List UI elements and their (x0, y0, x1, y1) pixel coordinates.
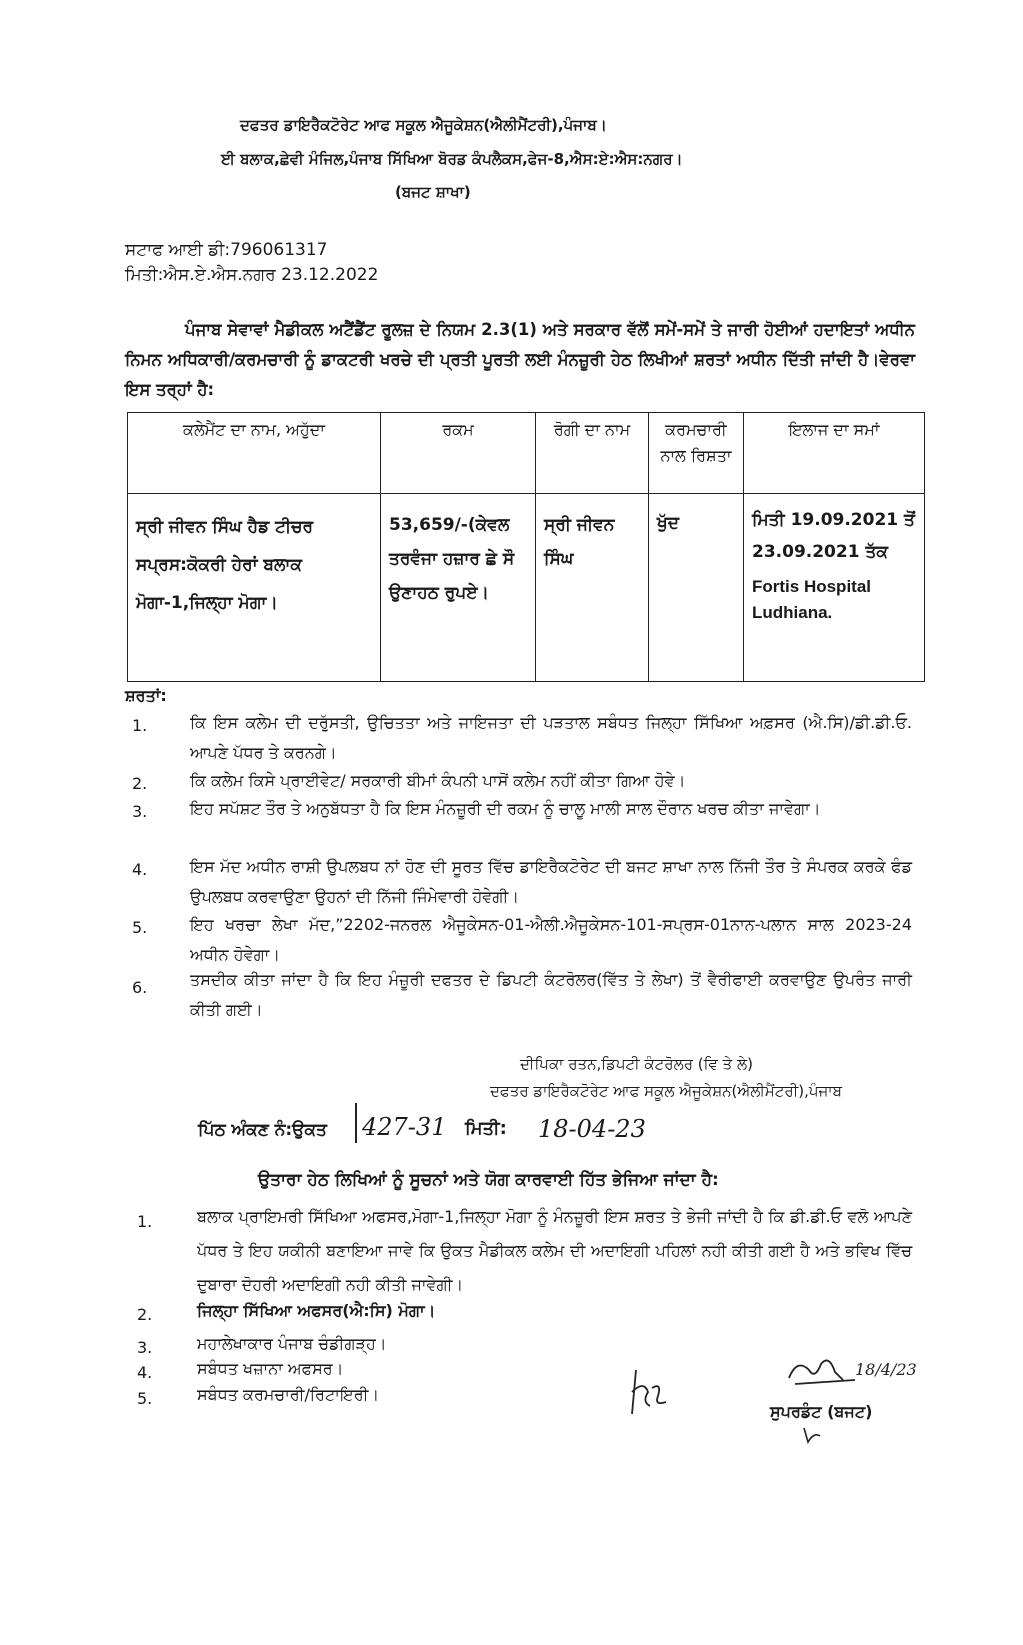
endorsement-date-label: ਮਿਤੀ: (465, 1118, 507, 1139)
cell-claimant: ਸ੍ਰੀ ਜੀਵਨ ਸਿੰਘ ਹੈਡ ਟੀਚਰ ਸਪ੍ਰਸ:ਕੋਕਰੀ ਹੇਰਾਂ ਬਲਾਕ ਮੋਗਾ-1,ਜਿਲ੍ਹਾ ਮੋਗਾ। (128, 494, 381, 682)
header-claimant: ਕਲੇਮੈਂਟ ਦਾ ਨਾਮ, ਅਹੁੱਦਾ (128, 413, 381, 494)
hospital-name: Fortis Hospital Ludhiana. (752, 577, 872, 622)
conditions-title: ਸ਼ਰਤਾਂ: (125, 686, 167, 705)
cell-amount: 53,659/-(ਕੇਵਲ ਤਰਵੰਜਾ ਹਜ਼ਾਰ ਛੇ ਸੌ ਉਣਾਹਠ ਰੁਪਏ। (381, 494, 536, 682)
intro-paragraph: ਪੰਜਾਬ ਸੇਵਾਵਾਂ ਮੈਡੀਕਲ ਅਟੈਂਡੈਂਟ ਰੂਲਜ਼ ਦੇ ਨਿਯਮ 2.3(1) ਅਤੇ ਸਰਕਾਰ ਵੱਲੋਂ ਸਮੇਂ-ਸਮੇਂ ਤੇ ਜਾਰੀ ਹੋਈਆਂ ਹਦਾਇਤਾਂ ਅਧੀਨ ਨਿਮਨ ਅਧਿਕਾਰੀ/ਕਰਮਚਾਰੀ ਨੂੰ ਡਾਕਟਰੀ ਖਰਚੇ ਦੀ ਪ੍ਰਤੀ ਪੂਰਤੀ ਲਈ ਮੰਨਜ਼ੂਰੀ ਹੇਠ ਲਿਖੀਆਂ ਸ਼ਰਤਾਂ ਅਧੀਨ ਦਿੱਤੀ ਜਾਂਦੀ ਹੈ।ਵੇਰਵਾ ਇਸ ਤਰ੍ਹਾਂ ਹੈ: (125, 320, 915, 399)
endorsement-number: 427-31 (362, 1113, 447, 1141)
small-initial-mark (800, 1424, 824, 1446)
table-header-row (128, 413, 925, 494)
header-patient: ਰੋਗੀ ਦਾ ਨਾਮ (536, 413, 649, 494)
header-relation: ਕਰਮਚਾਰੀ ਨਾਲ ਰਿਸ਼ਤਾ (649, 413, 744, 494)
signature-date: 18/4/23 (855, 1360, 917, 1379)
condition-number: 3. (132, 802, 148, 821)
endorsement-intro: ਉਤਾਰਾ ਹੇਠ ਲਿਖਿਆਂ ਨੂੰ ਸੂਚਨਾਂ ਅਤੇ ਯੋਗ ਕਾਰਵਾਈ ਹਿੱਤ ਭੇਜਿਆ ਜਾਂਦਾ ਹੈ: (258, 1170, 719, 1190)
header-period: ਇਲਾਜ ਦਾ ਸਮਾਂ (744, 413, 925, 494)
condition-number: 2. (132, 774, 148, 793)
condition-number: 1. (132, 716, 148, 735)
handwritten-initials (628, 1362, 672, 1422)
recipient-text: ਬਲਾਕ ਪ੍ਰਾਇਮਰੀ ਸਿੱਖਿਆ ਅਫਸਰ,ਮੋਗਾ-1,ਜਿਲ੍ਹਾ ਮੋਗਾ ਨੂੰ ਮੰਨਜ਼ੂਰੀ ਇਸ ਸ਼ਰਤ ਤੇ ਭੇਜੀ ਜਾਂਦੀ ਹੈ ਕਿ ਡੀ.ਡੀ.ਓ ਵਲੋ ਆਪਣੇ ਪੱਧਰ ਤੇ ਇਹ ਯਕੀਨੀ ਬਣਾਇਆ ਜਾਵੇ ਕਿ ਉਕਤ ਮੈਡੀਕਲ ਕਲੇਮ ਦੀ ਅਦਾਇਗੀ ਪਹਿਲਾਂ ਨਹੀ ਕੀਤੀ ਗਈ ਹੈ ਅਤੇ ਭਵਿਖ ਵਿੱਚ ਦੁਬਾਰਾ ਦੋਹਰੀ ਅਦਾਇਗੀ ਨਹੀ ਕੀਤੀ ਜਾਵੇਗੀ। (197, 1207, 912, 1294)
recipient-number: 2. (137, 1305, 153, 1324)
condition-number: 4. (132, 860, 148, 879)
endorsement-bracket (355, 1103, 360, 1143)
claim-table (127, 412, 925, 682)
header-amount: ਰਕਮ (381, 413, 536, 494)
superintendent-signature (785, 1350, 865, 1390)
condition-number: 5. (132, 918, 148, 937)
condition-text: ਤਸਦੀਕ ਕੀਤਾ ਜਾਂਦਾ ਹੈ ਕਿ ਇਹ ਮੰਜ਼ੂਰੀ ਦਫਤਰ ਦੇ ਡਿਪਟੀ ਕੰਟਰੋਲਰ(ਵਿੱਤ ਤੇ ਲੇਖਾ) ਤੋਂ ਵੈਰੀਫਾਈ ਕਰਵਾਉਣ ਉਪਰੰਤ ਜਾਰੀ ਕੀਤੀ ਗਈ। (190, 970, 912, 1019)
condition-text: ਇਹ ਸਪੱਸ਼ਟ ਤੌਰ ਤੇ ਅਨੁਬੱਧਤਾ ਹੈ ਕਿ ਇਸ ਮੰਨਜ਼ੂਰੀ ਦੀ ਰਕਮ ਨੂੰ ਚਾਲੂ ਮਾਲੀ ਸਾਲ ਦੌਰਾਨ ਖਰਚ ਕੀਤਾ ਜਾਵੇਗਾ। (190, 799, 821, 818)
cell-period (744, 494, 925, 682)
table-row (128, 494, 925, 682)
recipient-number: 1. (137, 1212, 153, 1231)
condition-text: ਇਹ ਖਰਚਾ ਲੇਖਾ ਮੱਦ,”2202-ਜਨਰਲ ਐਜੂਕੇਸਨ-01-ਐਲੀ.ਐਜੂਕੇਸਨ-101-ਸਪ੍ਰਸ-01ਨਾਨ-ਪਲਾਨ ਸਾਲ 2023-24 ਅਧੀਨ ਹੋਵੇਗਾ। (190, 915, 912, 964)
endorsement-label: ਪਿੱਠ ਅੰਕਣ ਨੰ:ਉਕਤ (198, 1120, 327, 1140)
recipient-text: ਜਿਲ੍ਹਾ ਸਿੱਖਿਆ ਅਫਸਰ(ਐ:ਸਿ) ਮੋਗਾ। (197, 1301, 436, 1320)
issue-date: ਮਿਤੀ:ਐਸ.ਏ.ਐਸ.ਨਗਰ 23.12.2022 (125, 265, 379, 285)
office-address: ਈ ਬਲਾਕ,ਛੇਵੀ ਮੰਜਿਲ,ਪੰਜਾਬ ਸਿੱਖਿਆ ਬੋਰਡ ਕੰਪਲੈਕਸ,ਫੇਜ-8,ਐਸ:ਏ:ਐਸ:ਨਗਰ। (221, 150, 683, 168)
office-title: ਦਫਤਰ ਡਾਇਰੈਕਟੋਰੇਟ ਆਫ ਸਕੂਲ ਐਜੂਕੇਸ਼ਨ(ਐਲੀਮੈਂਟਰੀ),ਪੰਜਾਬ। (240, 116, 607, 134)
endorsement-date: 18-04-23 (538, 1115, 646, 1143)
signatory-office: ਦਫਤਰ ਡਾਇਰੈਕਟੋਰੇਟ ਆਫ ਸਕੂਲ ਐਜੂਕੇਸ਼ਨ(ਐਲੀਮੈਂਟਰੀ),ਪੰਜਾਬ (490, 1082, 842, 1100)
treatment-period: ਮਿਤੀ 19.09.2021 ਤੋਂ 23.09.2021 ਤੱਕ (752, 510, 915, 562)
branch-name: (ਬਜਟ ਸ਼ਾਖਾ) (395, 183, 471, 201)
signatory-name: ਦੀਪਿਕਾ ਰਤਨ,ਡਿਪਟੀ ਕੰਟਰੋਲਰ (ਵਿ ਤੇ ਲੇ) (520, 1055, 753, 1073)
recipient-number: 5. (137, 1389, 153, 1408)
recipient-number: 4. (137, 1363, 153, 1382)
recipient-number: 3. (137, 1338, 153, 1357)
condition-number: 6. (132, 978, 148, 997)
cell-relation: ਖੁੱਦ (649, 494, 744, 682)
condition-text: ਕਿ ਕਲੇਮ ਕਿਸੇ ਪ੍ਰਾਈਵੇਟ/ ਸਰਕਾਰੀ ਬੀਮਾਂ ਕੰਪਨੀ ਪਾਸੋਂ ਕਲੇਮ ਨਹੀਂ ਕੀਤਾ ਗਿਆ ਹੋਵੇ। (190, 771, 686, 790)
condition-text: ਕਿ ਇਸ ਕਲੇਮ ਦੀ ਦਰੁੱਸਤੀ, ਉਚਿਤਤਾ ਅਤੇ ਜਾਇਜਤਾ ਦੀ ਪੜਤਾਲ ਸਬੰਧਤ ਜਿਲ੍ਹਾ ਸਿੱਖਿਆ ਅਫ਼ਸਰ (ਐ.ਸਿ)/ਡੀ.ਡੀ.ਓ. ਆਪਣੇ ਪੱਧਰ ਤੇ ਕਰਨਗੇ। (190, 713, 912, 762)
cell-patient: ਸ੍ਰੀ ਜੀਵਨ ਸਿੰਘ (536, 494, 649, 682)
recipient-text: ਸਬੰਧਤ ਖਜ਼ਾਨਾ ਅਫਸਰ। (197, 1359, 344, 1378)
staff-id: ਸਟਾਫ ਆਈ ਡੀ:796061317 (125, 240, 328, 260)
condition-text: ਇਸ ਮੱਦ ਅਧੀਨ ਰਾਸ਼ੀ ਉਪਲਬਧ ਨਾਂ ਹੋਣ ਦੀ ਸੂਰਤ ਵਿੱਚ ਡਾਇਰੈਕਟੋਰੇਟ ਦੀ ਬਜਟ ਸ਼ਾਖਾ ਨਾਲ ਨਿੱਜੀ ਤੌਰ ਤੇ ਸੰਪਰਕ ਕਰਕੇ ਫੰਡ ਉਪਲਬਧ ਕਰਵਾਉਣਾ ਉਹਨਾਂ ਦੀ ਨਿੱਜੀ ਜਿੰਮੇਵਾਰੀ ਹੋਵੇਗੀ। (190, 857, 912, 906)
recipient-text: ਮਹਾਲੇਖਾਕਾਰ ਪੰਜਾਬ ਚੰਡੀਗੜ੍ਹ। (197, 1334, 387, 1353)
superintendent-title: ਸੁਪਰਡੰਟ (ਬਜਟ) (770, 1402, 873, 1421)
recipient-text: ਸਬੰਧਤ ਕਰਮਚਾਰੀ/ਰਿਟਾਇਰੀ। (197, 1385, 380, 1404)
